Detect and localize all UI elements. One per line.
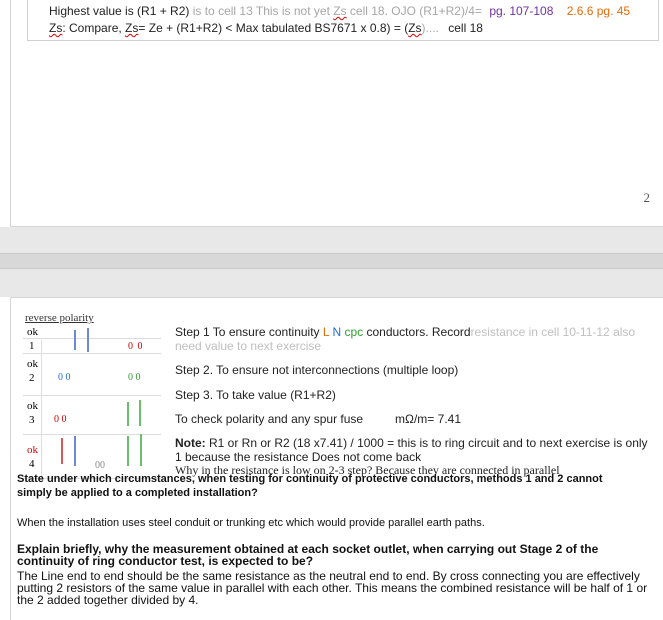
highest-value-line: Highest value is (R1 + R2) is to cell 13 This is not yet Zs cell 18. OJO (R1+R2)/4= pg. 107-108 2.6.6 pg. 45 (49, 4, 631, 18)
note-line3: Why in the resistance is low on 2-3 step? Because they are connected in parallel (175, 463, 560, 477)
step1-line2: need value to next exercise (175, 339, 322, 353)
note-line1: Note: R1 or Rn or R2 (18 x7.41) / 1000 = this is to ring circuit and to next exercise is only (175, 436, 648, 450)
grid-line (23, 338, 161, 339)
explain-answer: The Line end to end should be the same resistance as the neutral end to end. By cross connecting you are effectively putting 2 resistors of the same value in parallel with each other. This means the combined resistance will be half of 1 or the 2 added together divided by 4. (17, 569, 648, 607)
note-line2: 1 because the resistance Does not come back (175, 450, 422, 464)
table-border-right (658, 0, 659, 40)
grid-line (23, 353, 161, 354)
row4-num: 4 (29, 458, 35, 470)
polarity-line: To check polarity and any spur fuse (175, 412, 364, 426)
row3-ok: ok (27, 400, 38, 412)
zs-compare-line: Zs: Compare, Zs= Ze + (R1+R2) < Max tabulated BS7671 x 0.8) = (Zs).... cell 18 (49, 21, 483, 35)
page-separator-bar (0, 253, 663, 269)
row3-num: 3 (29, 414, 35, 426)
row1-blue-bar (87, 328, 89, 352)
reverse-polarity-label: reverse polarity (25, 312, 94, 324)
row1-red-zero: 0 0 (128, 341, 144, 352)
row3-red-zero: 0 0 (54, 414, 67, 425)
step3-line: Step 3. To take value (R1+R2) (175, 388, 336, 402)
row2-green-zero: 0 0 (128, 372, 141, 383)
row1-blue-bar (74, 330, 76, 350)
state-answer: When the installation uses steel conduit or trunking etc which would provide parallel earth paths. (17, 517, 485, 529)
row4-ok: ok (27, 444, 38, 456)
table-border-bottom (27, 40, 659, 41)
row3-green-bar (127, 402, 129, 426)
state-question: State under which circumstances, when testing for continuity of protective conductors, methods 1 and 2 cannot simply be applied to a completed installation? (17, 473, 603, 499)
row4-blue-bar (74, 436, 76, 466)
document-page-1 (10, 0, 663, 227)
row4-red-bar (61, 438, 63, 464)
step2-line: Step 2. To ensure not interconnections (multiple loop) (175, 363, 459, 377)
row4-green-bar (127, 436, 129, 466)
explain-question: Explain briefly, why the measurement obtained at each socket outlet, when carrying out Stage 2 of the continuity of ring conductor test, is expected to be? (17, 542, 599, 568)
resistance-per-metre: mΩ/m= 7.41 (395, 412, 461, 426)
row2-blue-zero: 0 0 (58, 372, 71, 383)
table-border-left (27, 0, 28, 40)
page-number: 2 (643, 190, 650, 205)
row1-ok: ok (27, 326, 38, 338)
row2-num: 2 (29, 372, 35, 384)
test-results-sketch (21, 310, 166, 470)
page-ref-purple: pg. 107-108 (489, 4, 554, 18)
row4-zero: 00 (95, 460, 105, 471)
row4-green-bar (140, 434, 142, 466)
step1-line: Step 1 To ensure continuity L N cpc conductors. Recordresistance in cell 10-11-12 also (175, 325, 636, 339)
grid-line (41, 340, 42, 478)
document-page-2 (10, 297, 663, 620)
row1-num: 1 (29, 340, 35, 352)
page-ref-orange: 2.6.6 pg. 45 (566, 4, 631, 18)
row2-ok: ok (27, 358, 38, 370)
grid-line (23, 395, 161, 396)
row3-green-bar (139, 400, 141, 426)
